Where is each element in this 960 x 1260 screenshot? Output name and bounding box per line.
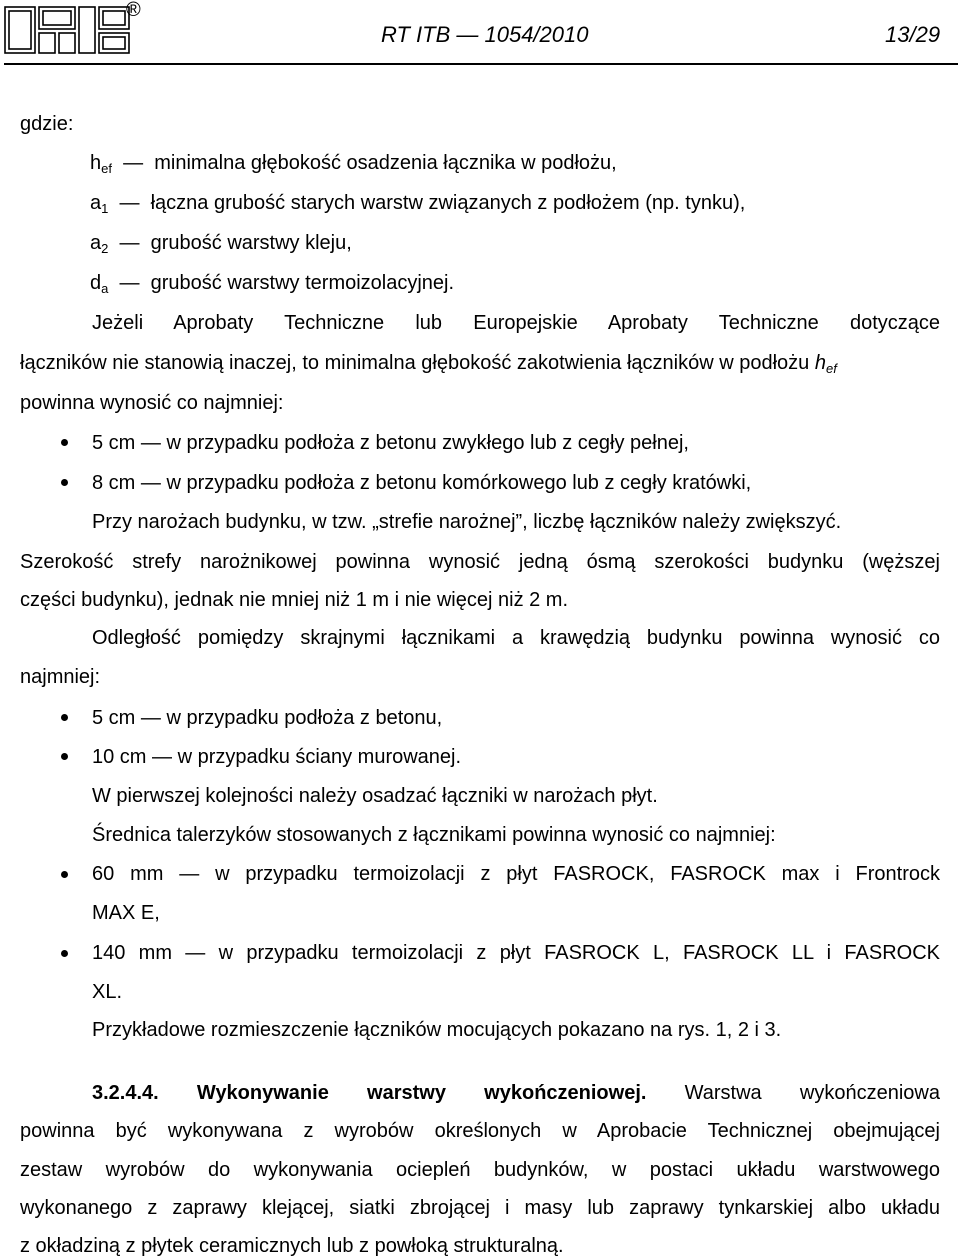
definition-a1: $a_1$ — łączna grubość starych warstw związanych z podłożem (np. tynku), [90, 192, 746, 216]
bullet-60mm-line2: MAX E, [92, 902, 160, 924]
para1-line1: Jeżeli Aprobaty Techniczne lub Europejskie Aprobaty Techniczne dotyczące [92, 312, 940, 334]
section-title-word3: wykończeniowej. [484, 1082, 647, 1104]
section-line3: zestaw wyrobów do wykonywania ociepleń budynków, w postaci układu warstwowego [20, 1159, 940, 1181]
section-rest-word1: Warstwa [684, 1082, 762, 1104]
bullet-dot [61, 950, 68, 957]
distance-line2: najmniej: [20, 666, 101, 688]
distance-line1: Odległość pomiędzy skrajnymi łącznikami a krawędzią budynku powinna wynosić co [92, 627, 940, 649]
para1-line2: łączników nie stanowią inaczej, to minimalna głębokość zakotwienia łączników w podłożu $h_{ef}$ [20, 352, 837, 376]
bullet-dot [61, 439, 68, 446]
diameter-line: Średnica talerzyków stosowanych z łącznikami powinna wynosić co najmniej: [92, 824, 776, 846]
corner-para-line1: Szerokość strefy narożnikowej powinna wynosić jedną ósmą szerokości budynku (węższej [20, 551, 940, 573]
corner-line: Przy narożach budynku, w tzw. „strefie narożnej”, liczbę łączników należy zwiększyć. [92, 511, 842, 533]
corner-para-line2: części budynku), jednak nie mniej niż 1 m i nie więcej niż 2 m. [20, 589, 569, 611]
bullet-60mm-line1: 60 mm — w przypadku termoizolacji z płyt FASROCK, FASROCK max i Frontrock [92, 863, 940, 885]
para1-line3: powinna wynosić co najmniej: [20, 392, 284, 414]
document-id: RT ITB — 1054/2010 [381, 22, 589, 47]
itb-logo [4, 5, 144, 55]
registered-mark: ® [126, 0, 141, 21]
bullet-140mm-line2: XL. [92, 981, 123, 1003]
section-title-word1: Wykonywanie [196, 1082, 329, 1104]
bullet-dot [61, 871, 68, 878]
bullet-dot [61, 753, 68, 760]
definition-a2: $a_2$ — grubość warstwy kleju, [90, 232, 352, 256]
definition-da: $d_a$ — grubość warstwy termoizolacyjnej. [90, 272, 455, 296]
first-order-line: W pierwszej kolejności należy osadzać łączniki w narożach płyt. [92, 785, 658, 807]
example-figures-line: Przykładowe rozmieszczenie łączników mocujących pokazano na rys. 1, 2 i 3. [92, 1019, 782, 1041]
section-line2: powinna być wykonywana z wyrobów określonych w Aprobacie Technicznej obejmującej [20, 1120, 940, 1142]
bullet-5cm-concrete-edge: 5 cm — w przypadku podłoża z betonu, [92, 707, 443, 729]
bullet-5cm-concrete: 5 cm — w przypadku podłoża z betonu zwykłego lub z cegły pełnej, [92, 432, 689, 454]
bullet-dot [61, 714, 68, 721]
page-header [0, 0, 960, 66]
bullet-dot [61, 479, 68, 486]
bullet-8cm-cellular: 8 cm — w przypadku podłoża z betonu komórkowego lub z cegły kratówki, [92, 472, 752, 494]
section-line4: wykonanego z zaprawy klejącej, siatki zbrojącej i masy lub zaprawy tynkarskiej albo układu [20, 1197, 940, 1219]
page-number: 13/29 [885, 22, 941, 47]
bullet-140mm-line1: 140 mm — w przypadku termoizolacji z płyt FASROCK L, FASROCK LL i FASROCK [92, 942, 940, 964]
bullet-10cm-masonry: 10 cm — w przypadku ściany murowanej. [92, 746, 462, 768]
where-label: gdzie: [20, 113, 74, 135]
section-number: 3.2.4.4. [92, 1082, 159, 1104]
section-rest-word2: wykończeniowa [799, 1082, 940, 1104]
header-rule [4, 63, 958, 65]
section-line5: z okładziną z płytek ceramicznych lub z powłoką strukturalną. [20, 1235, 564, 1257]
section-heading-line [92, 1081, 940, 1105]
definition-hef: $h_{ef}$ — minimalna głębokość osadzenia łącznika w podłożu, [90, 152, 617, 176]
section-title-word2: warstwy [367, 1082, 446, 1104]
